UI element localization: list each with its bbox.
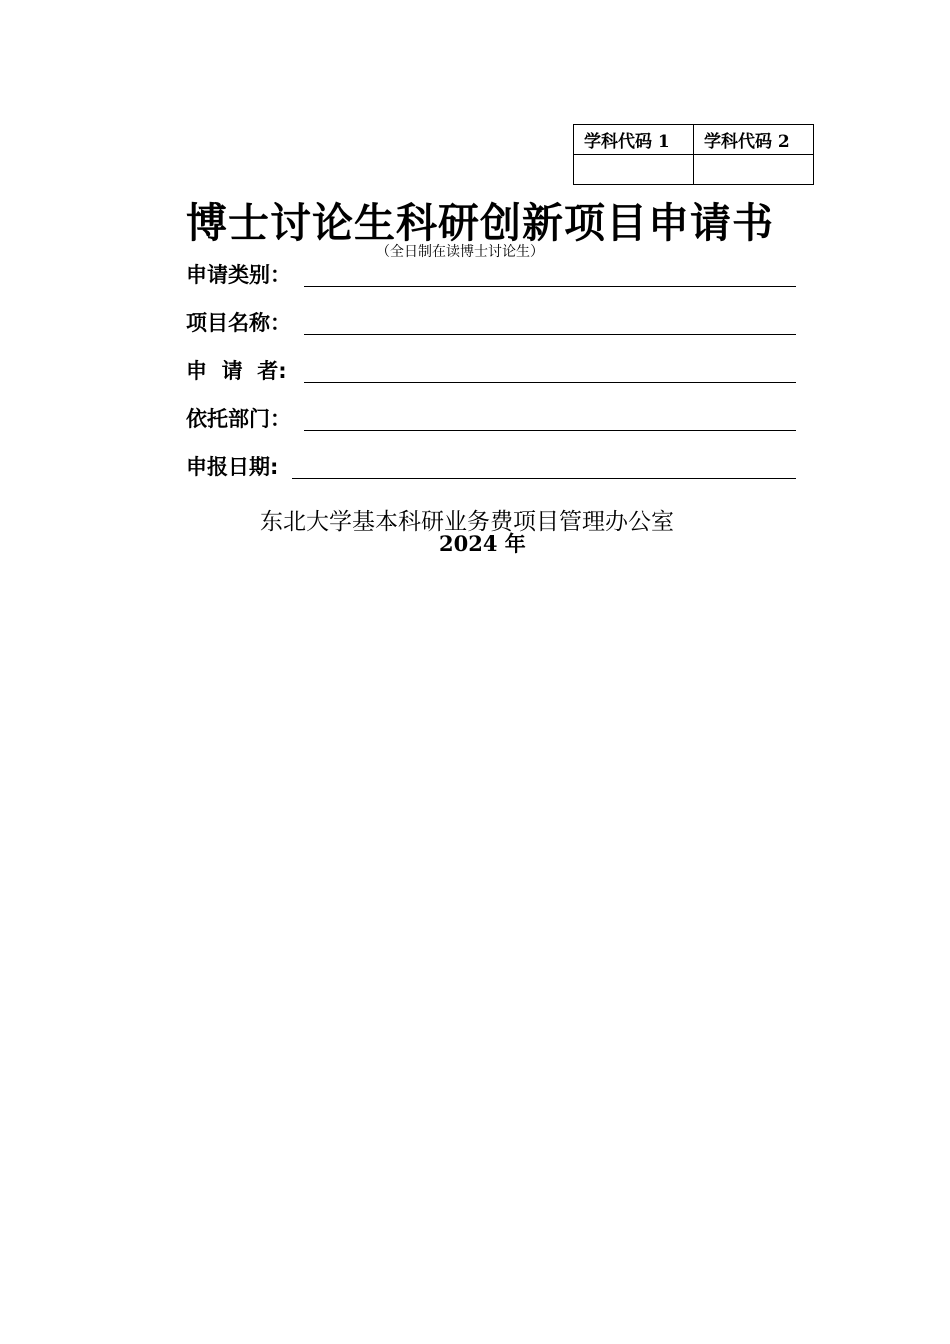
field-input-line[interactable] bbox=[304, 430, 796, 431]
field-label: 申 请 者: bbox=[186, 359, 287, 383]
document-subtitle: （全日制在读博士讨论生） bbox=[376, 244, 544, 260]
field-submission-date bbox=[186, 448, 796, 480]
field-label: 项目名称： bbox=[186, 311, 291, 335]
issuing-office: 东北大学基本科研业务费项目管理办公室 bbox=[260, 509, 674, 535]
subject-code-1-value[interactable] bbox=[574, 155, 694, 185]
subject-code-1-header: 学科代码 1 bbox=[574, 125, 694, 155]
field-label: 申报日期: bbox=[186, 455, 279, 479]
field-input-line[interactable] bbox=[304, 286, 796, 287]
document-title: 博士讨论生科研创新项目申请书 bbox=[186, 199, 774, 247]
subject-code-table bbox=[573, 124, 814, 185]
subject-code-2-value[interactable] bbox=[694, 155, 814, 185]
field-applicant bbox=[186, 352, 796, 384]
field-input-line[interactable] bbox=[292, 478, 796, 479]
field-department bbox=[186, 400, 796, 432]
field-input-line[interactable] bbox=[304, 382, 796, 383]
field-label: 依托部门： bbox=[186, 407, 291, 431]
field-project-name bbox=[186, 304, 796, 336]
field-application-category bbox=[186, 256, 796, 288]
field-input-line[interactable] bbox=[304, 334, 796, 335]
field-label: 申请类别： bbox=[186, 263, 291, 287]
subject-code-2-header: 学科代码 2 bbox=[694, 125, 814, 155]
issue-year: 2024 年 bbox=[439, 531, 526, 556]
